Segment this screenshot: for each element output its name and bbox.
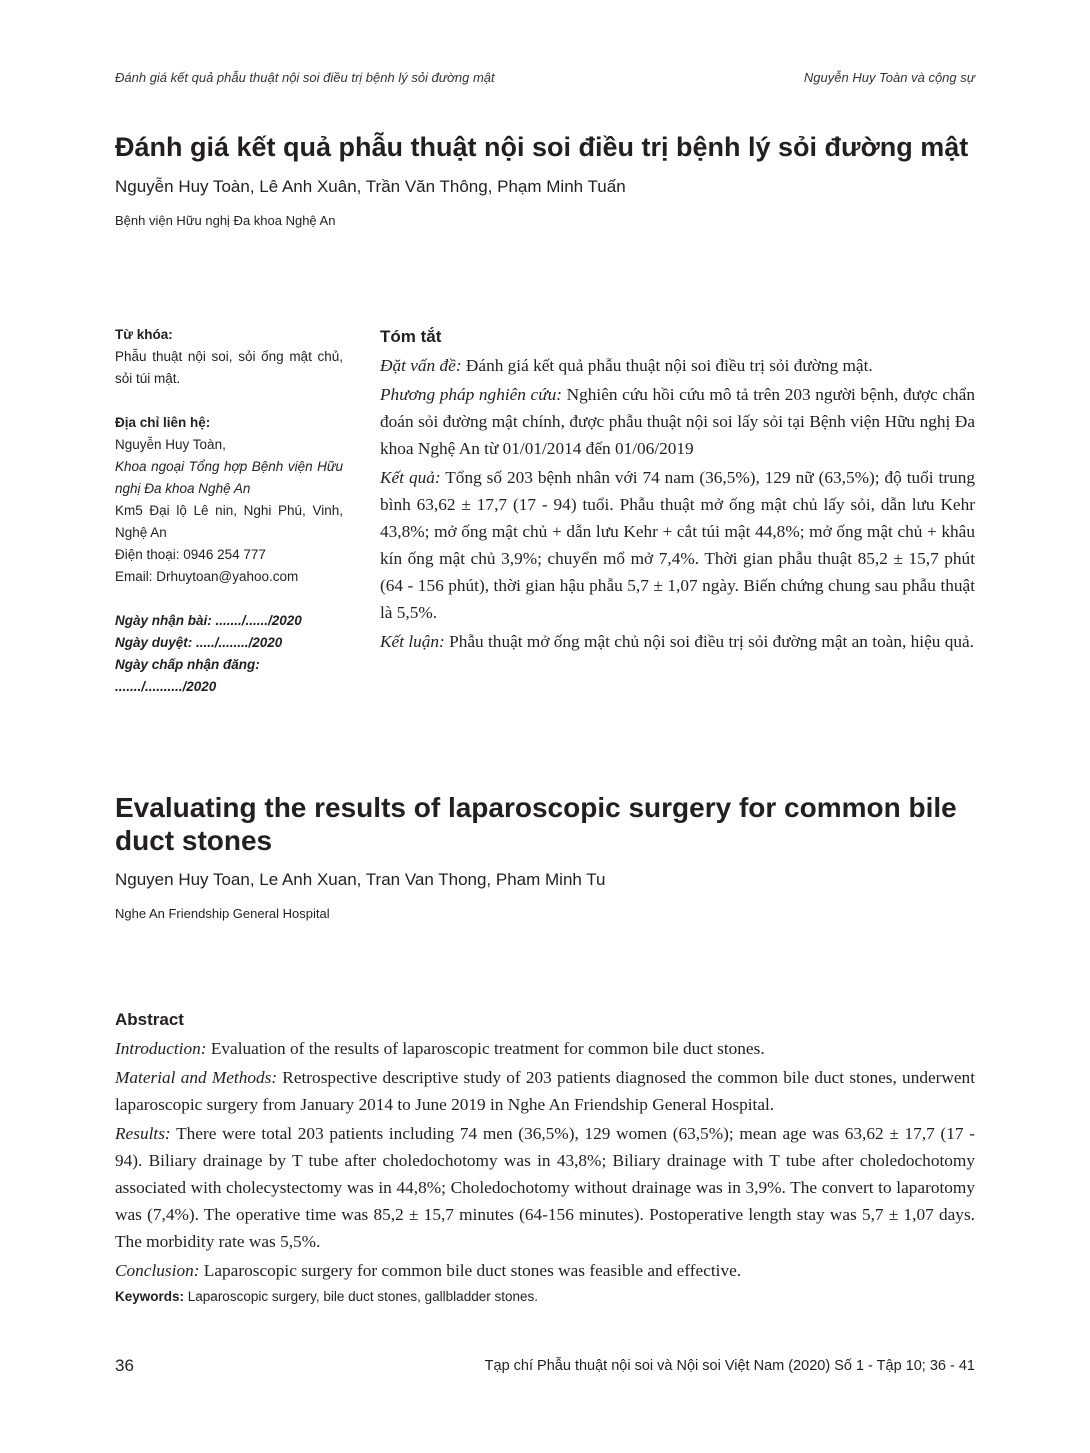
contact-name: Nguyễn Huy Toàn, (115, 437, 226, 452)
section-text: Phẫu thuật mở ống mật chủ nội soi điều trị sỏi đường mật an toàn, hiệu quả. (444, 632, 975, 651)
abstract-section (115, 1064, 975, 1118)
keywords-en-text: Laparoscopic surgery, bile duct stones, gallbladder stones. (184, 1289, 538, 1304)
section-text: Laparoscopic surgery for common bile duct stones was feasible and effective. (199, 1261, 742, 1280)
running-header-left: Đánh giá kết quả phẫu thuật nội soi điều trị bệnh lý sỏi đường mật (115, 70, 495, 85)
keywords-vi: Phẫu thuật nội soi, sỏi ống mật chủ, sỏi túi mật. (115, 349, 343, 386)
running-header-right: Nguyễn Huy Toàn và cộng sự (803, 70, 975, 85)
contact-email[interactable]: Email: Drhuytoan@yahoo.com (115, 569, 299, 584)
affiliation-en: Nghe An Friendship General Hospital (115, 906, 330, 921)
tom-tat (380, 323, 975, 657)
abstract-heading: Abstract (115, 1010, 184, 1029)
section-text: Retrospective descriptive study of 203 patients diagnosed the common bile duct stones, underwent laparoscopic surgery from January 2014 to June 2019 in Nghe An Friendship General Hospital. (115, 1068, 975, 1114)
contact-address: Km5 Đại lộ Lê nin, Nghi Phú, Vinh, Nghệ An (115, 503, 343, 540)
keywords-label: Từ khóa: (115, 327, 173, 342)
authors-vi: Nguyễn Huy Toàn, Lê Anh Xuân, Trần Văn Thông, Phạm Minh Tuấn (115, 177, 626, 196)
keywords-en (115, 1286, 975, 1308)
tom-tat-section (380, 352, 975, 379)
abstract-section (115, 1035, 975, 1062)
section-label: Đặt vấn đề: (380, 356, 462, 375)
section-text: Tổng số 203 bệnh nhân với 74 nam (36,5%), 129 nữ (63,5%); độ tuổi trung bình 63,62 ± 17,7 (17 - 94) tuổi. Phẫu thuật mở ống mật chủ lấy sỏi, dẫn lưu Kehr 43,8%; mở ống mật chủ + dẫn lưu Kehr + cắt túi mật 44,8%; mở ống mật chủ + khâu kín ống mật chủ 3,9%; chuyển mổ mở 7,4%. Thời gian phẫu thuật 85,2 ± 15,7 phút (64 - 156 phút), thời gian hậu phẫu 5,7 ± 1,07 ngày. Biến chứng chung sau phẫu thuật là 5,5%. (380, 468, 976, 622)
title-vi: Đánh giá kết quả phẫu thuật nội soi điều trị bệnh lý sỏi đường mật (115, 132, 969, 162)
date-reviewed: Ngày duyệt: ...../......../2020 (115, 635, 283, 650)
date-received: Ngày nhận bài: ......./....../2020 (115, 613, 302, 628)
keywords-en-label: Keywords: (115, 1289, 185, 1304)
section-text: Evaluation of the results of laparoscopic treatment for common bile duct stones. (206, 1039, 765, 1058)
section-text: There were total 203 patients including 74 men (36,5%), 129 women (63,5%); mean age was 63,62 ± 17,7 (17 - 94). Biliary drainage by T tube after choledochotomy was in 43,8%; Biliary drainage with T tube after choledochotomy associated with cholecystectomy was in 44,8%; Choledochotomy without drainage was in 3,9%. The convert to laparotomy was (7,4%). The operative time was 85,2 ± 15,7 minutes (64-156 minutes). Postoperative length stay was 5,7 ± 1,07 days. The morbidity rate was 5,5%. (115, 1124, 975, 1251)
tom-tat-heading: Tóm tắt (380, 327, 442, 346)
contact-phone: Điện thoại: 0946 254 777 (115, 547, 266, 562)
abstract-section (115, 1120, 975, 1255)
sidebar (115, 324, 343, 698)
section-label: Introduction: (115, 1039, 207, 1058)
abstract (115, 1006, 975, 1308)
section-label: Conclusion: (115, 1261, 200, 1280)
journal-citation: Tạp chí Phẫu thuật nội soi và Nội soi Việt Nam (2020) Số 1 - Tập 10; 36 - 41 (484, 1358, 975, 1374)
affiliation-vi: Bệnh viện Hữu nghị Đa khoa Nghệ An (115, 213, 336, 228)
section-label: Kết luận: (380, 632, 445, 651)
tom-tat-section (380, 381, 975, 462)
section-text: Nghiên cứu hồi cứu mô tả trên 203 người bệnh, được chẩn đoán sỏi đường mật chính, được phẫu thuật nội soi lấy sỏi tại Bệnh viện Hữu nghị Đa khoa Nghệ An từ 01/01/2014 đến 01/06/2019 (380, 385, 975, 458)
section-text: Đánh giá kết quả phẫu thuật nội soi điều trị sỏi đường mật. (461, 356, 873, 375)
contact-label: Địa chỉ liên hệ: (115, 415, 211, 430)
abstract-section (115, 1257, 975, 1284)
section-label: Kết quả: (380, 468, 441, 487)
authors-en: Nguyen Huy Toan, Le Anh Xuan, Tran Van Thong, Pham Minh Tu (115, 870, 606, 889)
section-label: Phương pháp nghiên cứu: (380, 385, 563, 404)
contact-dept: Khoa ngoại Tổng hợp Bệnh viện Hữu nghị Đa khoa Nghệ An (115, 459, 343, 496)
section-label: Material and Methods: (115, 1068, 278, 1087)
section-label: Results: (115, 1124, 171, 1143)
date-accepted: ......./........../2020 (115, 679, 217, 694)
tom-tat-section (380, 464, 975, 626)
tom-tat-section (380, 628, 975, 655)
page-number: 36 (115, 1356, 134, 1375)
date-accepted-label: Ngày chấp nhận đăng: (115, 657, 260, 672)
title-en: Evaluating the results of laparoscopic surgery for common bile duct stones (115, 792, 957, 856)
